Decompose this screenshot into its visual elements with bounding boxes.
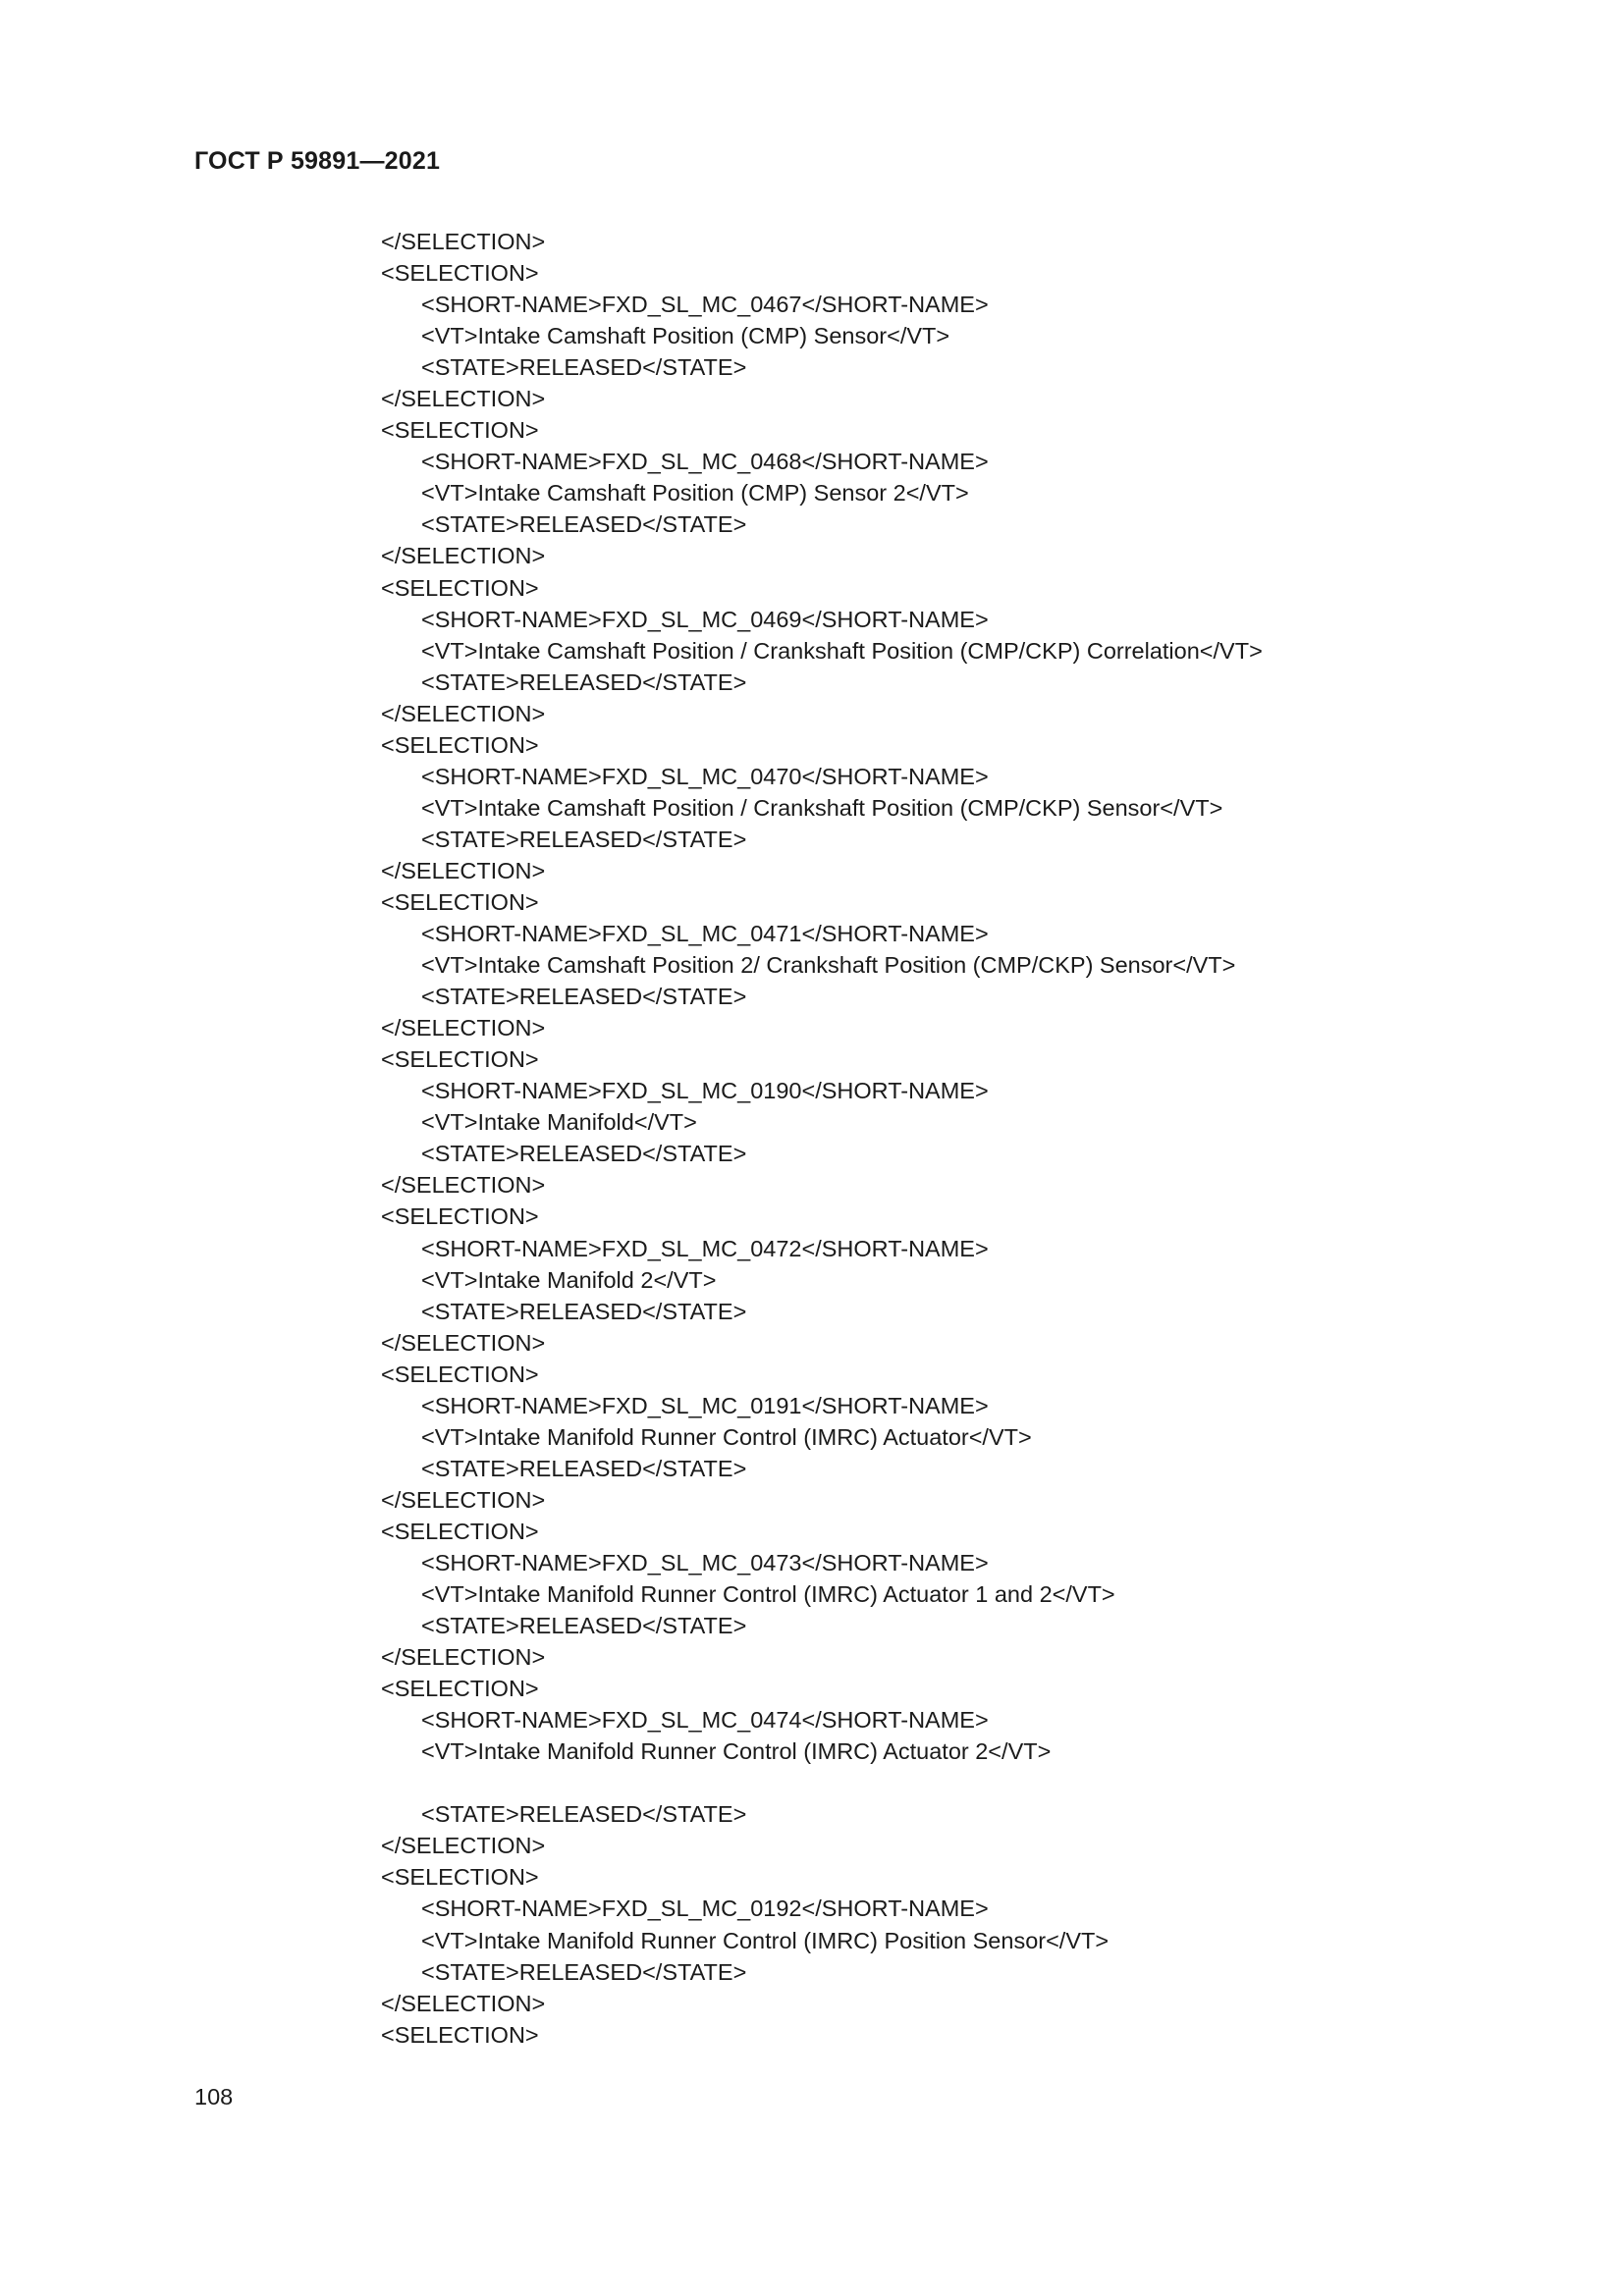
xml-line: <STATE>RELEASED</STATE> [421, 1141, 747, 1167]
xml-line: </SELECTION> [381, 543, 546, 569]
xml-line: <SHORT-NAME>FXD_SL_MC_0473</SHORT-NAME> [421, 1549, 989, 1575]
xml-line: <SELECTION> [381, 1361, 539, 1387]
xml-line: <SHORT-NAME>FXD_SL_MC_0190</SHORT-NAME> [421, 1078, 989, 1104]
blank-line [381, 1767, 1461, 1798]
xml-line: </SELECTION> [381, 229, 546, 254]
xml-line: <SHORT-NAME>FXD_SL_MC_0469</SHORT-NAME> [421, 606, 989, 632]
page-number: 108 [194, 2084, 234, 2109]
xml-line: <VT>Intake Camshaft Position (CMP) Sensor 2</VT> [421, 480, 969, 507]
xml-line: <STATE>RELEASED</STATE> [421, 354, 747, 381]
xml-line: <STATE>RELEASED</STATE> [421, 1958, 747, 1985]
xml-line: <SELECTION> [381, 888, 539, 915]
xml-line: <STATE>RELEASED</STATE> [421, 1613, 747, 1639]
xml-line: <SELECTION> [381, 574, 539, 601]
xml-line: <SHORT-NAME>FXD_SL_MC_0471</SHORT-NAME> [421, 921, 989, 947]
xml-line: <SELECTION> [381, 1046, 539, 1073]
xml-listing [381, 226, 1461, 2051]
xml-line: <SELECTION> [381, 417, 539, 444]
xml-line: <VT>Intake Manifold Runner Control (IMRC) Actuator 2</VT> [421, 1738, 1052, 1765]
xml-line: <SELECTION> [381, 1203, 539, 1230]
xml-line: <SHORT-NAME>FXD_SL_MC_0468</SHORT-NAME> [421, 449, 989, 475]
xml-line: <STATE>RELEASED</STATE> [421, 511, 747, 538]
xml-line: <VT>Intake Camshaft Position / Crankshaft Position (CMP/CKP) Correlation</VT> [421, 637, 1263, 664]
xml-line: <VT>Intake Manifold</VT> [421, 1109, 697, 1136]
xml-line: <VT>Intake Manifold Runner Control (IMRC) Actuator 1 and 2</VT> [421, 1581, 1115, 1608]
xml-line: </SELECTION> [381, 1990, 546, 2016]
xml-line: <STATE>RELEASED</STATE> [421, 984, 747, 1010]
xml-line: <STATE>RELEASED</STATE> [421, 826, 747, 852]
xml-line: <STATE>RELEASED</STATE> [421, 1455, 747, 1481]
xml-line: <SHORT-NAME>FXD_SL_MC_0470</SHORT-NAME> [421, 763, 989, 789]
xml-line: <SELECTION> [381, 260, 539, 287]
xml-line: </SELECTION> [381, 857, 546, 883]
xml-line: <SELECTION> [381, 1676, 539, 1702]
xml-line: <SHORT-NAME>FXD_SL_MC_0474</SHORT-NAME> [421, 1707, 989, 1734]
xml-line: </SELECTION> [381, 386, 546, 412]
xml-line: <VT>Intake Camshaft Position (CMP) Sensor</VT> [421, 323, 950, 349]
document-header: ГОСТ Р 59891—2021 [194, 147, 441, 175]
xml-line: <SELECTION> [381, 731, 539, 758]
xml-line: <SHORT-NAME>FXD_SL_MC_0467</SHORT-NAME> [421, 292, 989, 318]
xml-line: <VT>Intake Manifold Runner Control (IMRC) Position Sensor</VT> [421, 1927, 1110, 1953]
xml-line: <SELECTION> [381, 1518, 539, 1544]
xml-line: </SELECTION> [381, 700, 546, 726]
xml-line: <VT>Intake Camshaft Position / Crankshaft Position (CMP/CKP) Sensor</VT> [421, 794, 1223, 821]
xml-line: <STATE>RELEASED</STATE> [421, 668, 747, 695]
xml-line: <VT>Intake Manifold Runner Control (IMRC) Actuator</VT> [421, 1423, 1032, 1450]
xml-line: </SELECTION> [381, 1644, 546, 1671]
xml-line: <SHORT-NAME>FXD_SL_MC_0472</SHORT-NAME> [421, 1235, 989, 1261]
xml-line: </SELECTION> [381, 1833, 546, 1859]
xml-line: <STATE>RELEASED</STATE> [421, 1801, 747, 1828]
xml-line: <SELECTION> [381, 2021, 539, 2048]
xml-line: </SELECTION> [381, 1329, 546, 1356]
xml-line: <VT>Intake Camshaft Position 2/ Crankshaft Position (CMP/CKP) Sensor</VT> [421, 952, 1236, 979]
xml-line: </SELECTION> [381, 1486, 546, 1513]
xml-line: <SHORT-NAME>FXD_SL_MC_0191</SHORT-NAME> [421, 1392, 989, 1418]
xml-line: </SELECTION> [381, 1015, 546, 1041]
xml-line: </SELECTION> [381, 1172, 546, 1199]
xml-line: <VT>Intake Manifold 2</VT> [421, 1266, 717, 1293]
xml-line: <STATE>RELEASED</STATE> [421, 1298, 747, 1324]
xml-line: <SELECTION> [381, 1864, 539, 1891]
xml-line: <SHORT-NAME>FXD_SL_MC_0192</SHORT-NAME> [421, 1896, 989, 1922]
